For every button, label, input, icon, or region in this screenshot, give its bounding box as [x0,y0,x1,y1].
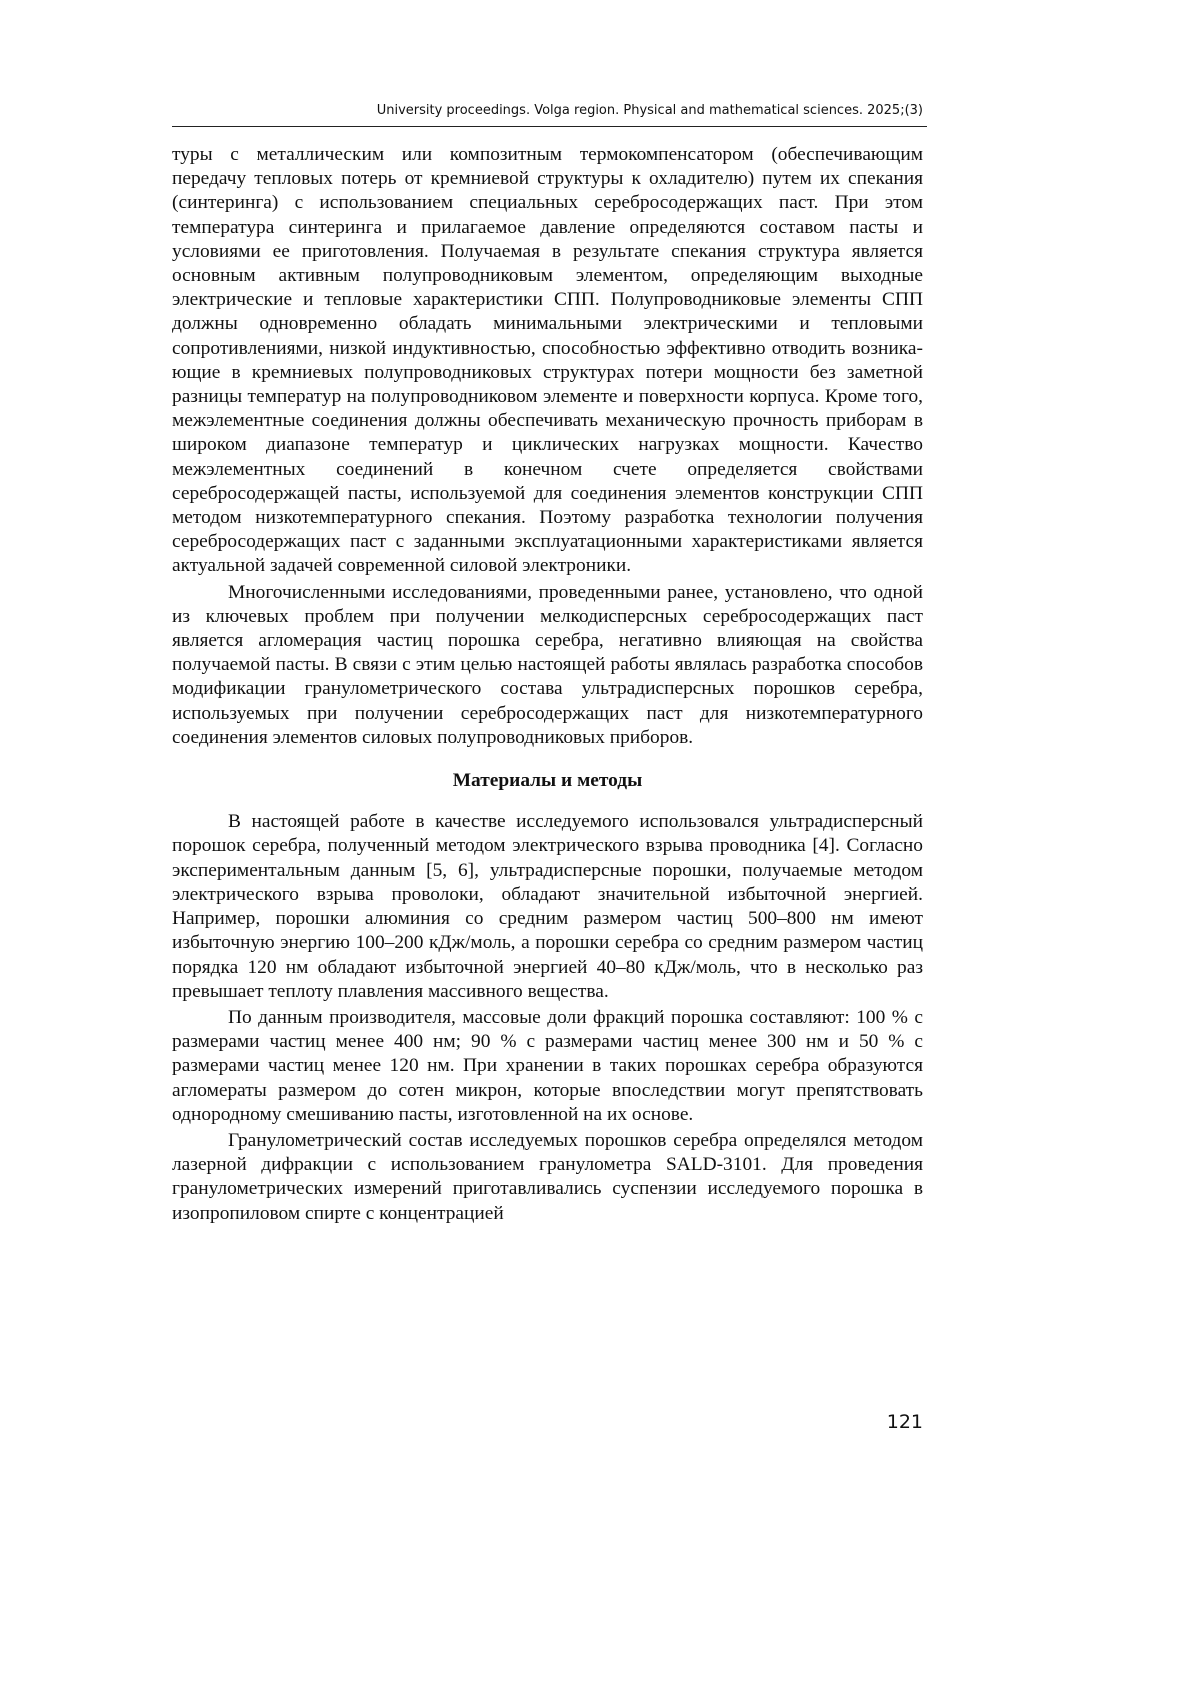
paragraph-granulometry-method: Гранулометрический состав исследуемых порошков серебра определялся методом лазерной дифракции с использованием гранулометра SALD-3101. Для проведения гранулометрических измерений приготавливались суспензии исследуемого порошка в изопропиловом спирте с концентрацией [172,1129,923,1224]
paragraph-continuation: туры с металлическим или композитным термокомпенсатором (обеспечивающим передачу тепловых потерь от кремниевой структуры к охладителю) путем их спекания (синтеринга) с использованием специальных серебросодержащих паст. При этом температура синтеринга и прилагаемое давление определяются составом пасты и условиями ее приготовления. Получаемая в результате спекания структура является основным активным полупроводниковым элементом, определяющим выходные электрические и тепловые характеристики СПП. Полупроводниковые элементы СПП должны одновременно обладать минимальными электрическими и тепловыми сопротивлениями, низкой индуктивностью, способностью эффективно отводить возникающие в кремниевых полупроводниковых структурах потери мощности без заметной разницы температур на полупроводниковом элементе и поверхности корпуса. Кроме того, межэлементные соединения должны обеспечивать механическую прочность приборам в широком диапазоне температур и циклических нагрузках мощности. Качество межэлементных соединений в конечном счете определяется свойствами серебросодержащей пасты, используемой для соединения элементов конструкции СПП методом низкотемпературного спекания. Поэтому разработка технологии получения серебросодержащих паст с заданными эксплуатационными характеристиками является актуальной задачей современной силовой электроники. [172,144,923,577]
paragraph-fraction-data: По данным производителя, массовые доли фракций порошка составляют: 100 % с размерами частиц менее 400 нм; 90 % с размерами частиц менее 300 нм и 50 % с размерами частиц менее 120 нм. При хранении в таких порошках серебра образуются агломераты размером до сотен микрон, которые впоследствии могут препятствовать однородному смешиванию пасты, изготовленной на их основе. [172,1006,923,1125]
page-number: 121 [886,1411,923,1433]
article-body [172,143,923,1228]
running-header [172,100,927,127]
paragraph-silver-powder: В настоящей работе в качестве исследуемого использовался ультрадисперсный порошок серебра, полученный методом электрического взрыва проводника [4]. Согласно экспериментальным данным [5, 6], ультрадисперсные порошки, получаемые методом электрического взрыва проволоки, обладают значительной избыточной энергией. Например, порошки алюминия со средним размером частиц 500–800 нм имеют избыточную энергию 100–200 кДж/моль, а порошки серебра со средним размером частиц порядка 120 нм обладают избыточной энергией 40–80 кДж/моль, что в несколько раз превышает теплоту плавления массивного вещества. [172,811,923,1002]
paragraph-research-goal: Многочисленными исследованиями, проведенными ранее, установлено, что одной из ключевых проблем при получении мелкодисперсных серебросодержащих паст является агломерация частиц порошка серебра, негативно влияющая на свойства получаемой пасты. В связи с этим целью настоящей работы являлась разработка способов модификации гранулометрического состава ультрадисперсных порошков серебра, используемых при получении серебросодержащих паст для низкотемпературного соединения элементов силовых полупроводниковых приборов. [172,581,923,748]
section-heading-materials-methods: Материалы и методы [452,770,643,792]
journal-running-title: University proceedings. Volga region. Physical and mathematical sciences. 2025;(3) [376,103,923,118]
